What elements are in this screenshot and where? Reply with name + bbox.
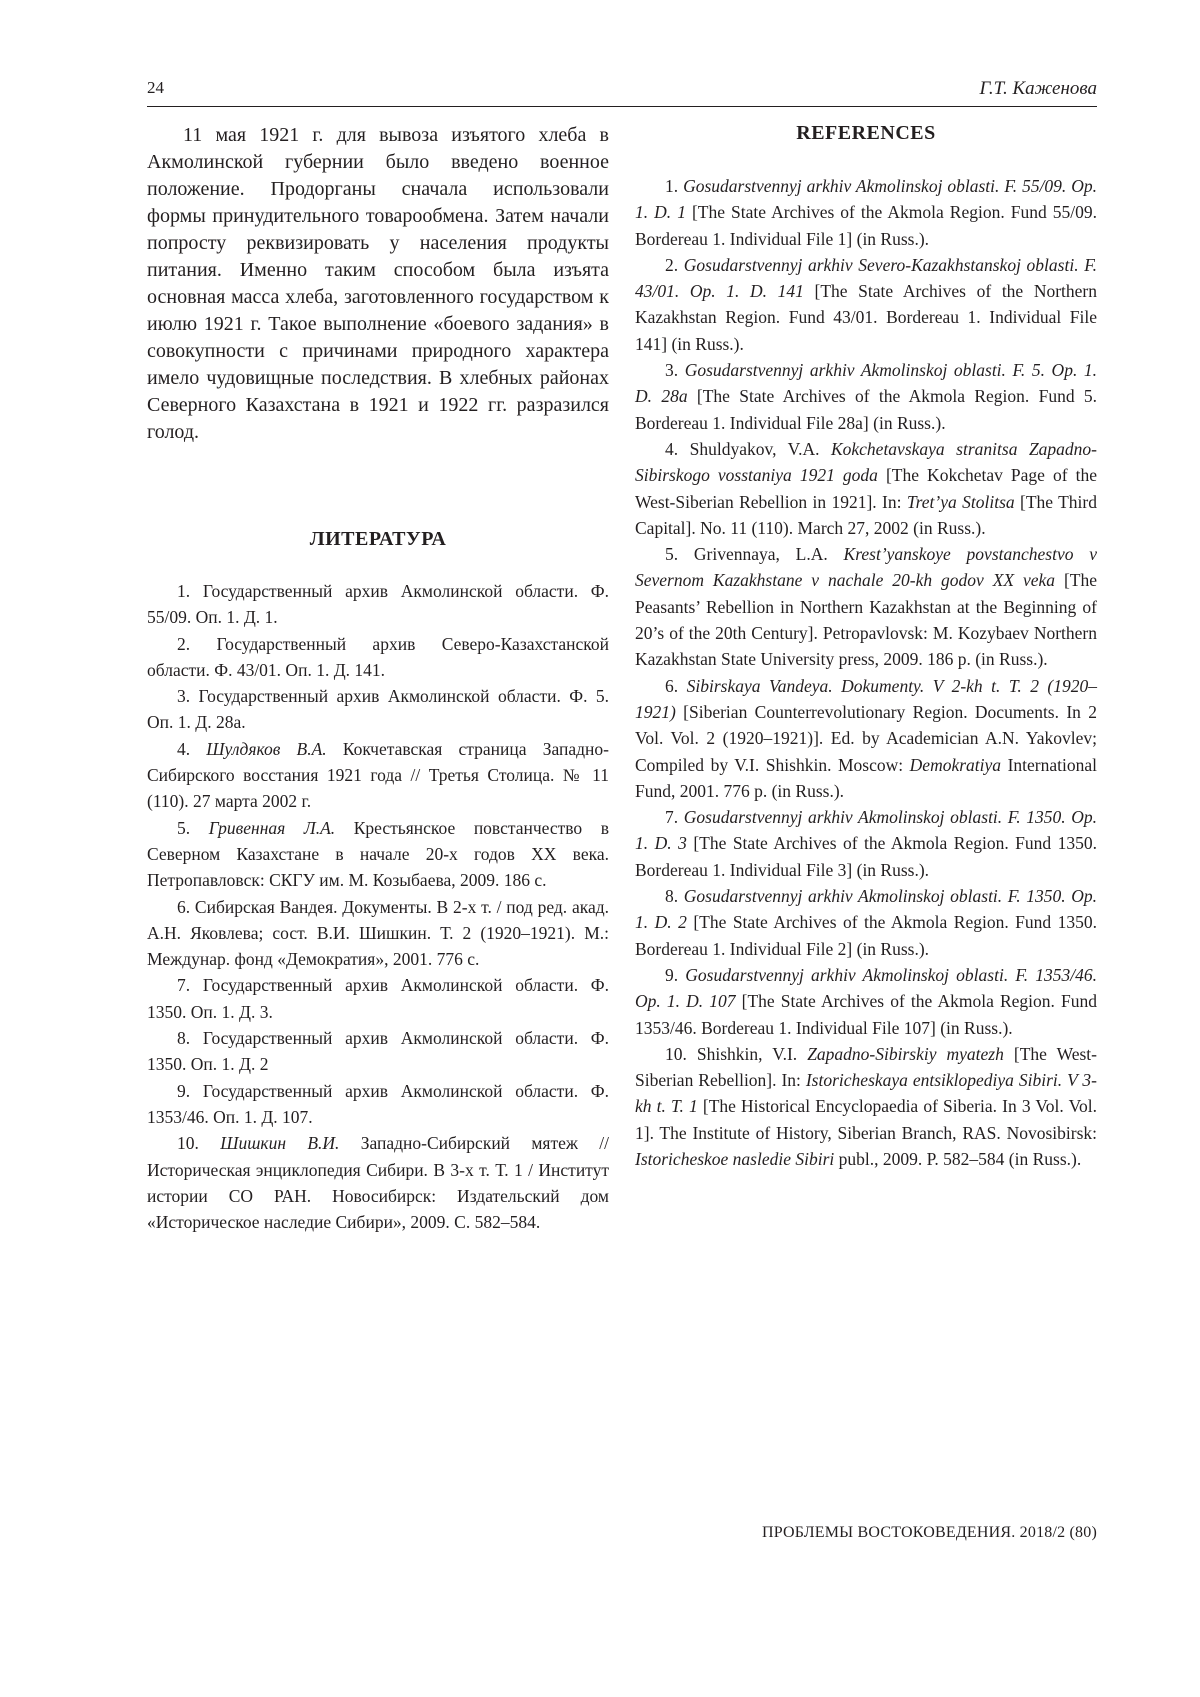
references-title: REFERENCES	[796, 122, 936, 144]
page-number: 24	[147, 78, 164, 97]
reference-item: 7. Gosudarstvennyj arkhiv Akmolinskoj oblasti. F. 1350. Op. 1. D. 3 [The State Archives of the Akmola Region. Fund 1350. Bordereau 1. Individual File 3] (in Russ.).	[635, 807, 1098, 880]
reference-item: 6. Sibirskaya Vandeya. Dokumenty. V 2-kh t. T. 2 (1920–1921) [Siberian Counterrevolutionary Region. Documents. In 2 Vol. Vol. 2 (1920–1921)]. Ed. by Academician A.N. Yakovlev; Compiled by V.I. Shishkin. Moscow: Demokratiya International Fund, 2001. 776 p. (in Russ.).	[635, 675, 1098, 801]
reference-item: 3. Gosudarstvennyj arkhiv Akmolinskoj oblasti. F. 5. Op. 1. D. 28a [The State Archives of the Akmola Region. Fund 5. Bordereau 1. Individual File 28a] (in Russ.).	[635, 360, 1098, 433]
right-column	[635, 122, 1097, 1172]
reference-item: 8. Gosudarstvennyj arkhiv Akmolinskoj oblasti. F. 1350. Op. 1. D. 2 [The State Archives of the Akmola Region. Fund 1350. Bordereau 1. Individual File 2] (in Russ.).	[635, 886, 1098, 959]
reference-item: 5. Grivennaya, L.A. Krest’yanskoye povstanchestvo v Severnom Kazakhstane v nachale 20-kh godov XX veka [The Peasants’ Rebellion in Northern Kazakhstan at the Beginning of 20’s of the 20th Century]. Petropavlovsk: M. Kozybaev Northern Kazakhstan State University press, 2009. 186 p. (in Russ.).	[635, 544, 1098, 670]
page-header	[147, 78, 1097, 107]
reference-item: 9. Gosudarstvennyj arkhiv Akmolinskoj oblasti. F. 1353/46. Op. 1. D. 107 [The State Archives of the Akmola Region. Fund 1353/46. Bordereau 1. Individual File 107] (in Russ.).	[635, 964, 1098, 1038]
reference-item: 2. Gosudarstvennyj arkhiv Severo-Kazakhstanskoj oblasti. F. 43/01. Op. 1. D. 141 [The State Archives of the Northern Kazakhstan Region. Fund 43/01. Bordereau 1. Individual File 141] (in Russ.).	[635, 254, 1097, 354]
literature-item: 8. Государственный архив Акмолинской области. Ф. 1350. Оп. 1. Д. 2	[147, 1028, 610, 1075]
body-paragraph: 11 мая 1921 г. для вывоза изъятого хлеба в Акмолинской губернии было введено военное положение. Продорганы сначала использовали формы принудительного товарообмена. Затем начали попросту реквизировать у населения продукты питания. Именно таким способом была изъята основная масса хлеба, заготовленного государством к июлю 1921 г. Такое выполнение «боевого задания» в совокупности с причинами природного характера имело чудовищные последствия. В хлебных районах Северного Казахстана в 1921 и 1922 гг. разразился голод.	[147, 124, 609, 443]
literature-item: 4. Шулдяков В.А. Кокчетавская страница Западно-Сибирского восстания 1921 года // Третья Столица. № 11 (110). 27 марта 2002 г.	[147, 738, 609, 812]
running-head-author: Г.Т. Каженова	[979, 78, 1097, 99]
literature-item: 10. Шишкин В.И. Западно-Сибирский мятеж // Историческая энциклопедия Сибири. В 3-х т. Т. 1 / Институт истории СО РАН. Новосибирск: Издательский дом «Историческое наследие Сибири», 2009. С. 582–584.	[147, 1133, 609, 1233]
literature-list	[147, 578, 609, 1235]
reference-item: 4. Shuldyakov, V.A. Kokchetavskaya stranitsa Zapadno-Sibirskogo vosstaniya 1921 goda [The Kokchetav Page of the West-Siberian Rebellion in 1921]. In: Tret’ya Stolitsa [The Third Capital]. No. 11 (110). March 27, 2002 (in Russ.).	[635, 438, 1098, 538]
literature-item: 9. Государственный архив Акмолинской области. Ф. 1353/46. Оп. 1. Д. 107.	[147, 1080, 610, 1127]
left-column	[147, 122, 609, 1235]
literature-item: 1. Государственный архив Акмолинской области. Ф. 55/09. Оп. 1. Д. 1.	[147, 581, 610, 628]
literature-item: 5. Гривенная Л.А. Крестьянское повстанчество в Северном Казахстане в начале 20-х годов XX века. Петропавловск: СКГУ им. М. Козыбаева, 2009. 186 с.	[147, 817, 609, 891]
reference-item: 10. Shishkin, V.I. Zapadno-Sibirskiy myatezh [The West-Siberian Rebellion]. In: Istoricheskaya entsiklopediya Sibiri. V 3-kh t. T. 1 [The Historical Encyclopaedia of Siberia. In 3 Vol. Vol. 1]. The Institute of History, Siberian Branch, RAS. Novosibirsk: Istoricheskoe nasledie Sibiri publ., 2009. P. 582–584 (in Russ.).	[635, 1043, 1097, 1169]
reference-item: 1. Gosudarstvennyj arkhiv Akmolinskoj oblasti. F. 55/09. Op. 1. D. 1 [The State Archives of the Akmola Region. Fund 55/09. Bordereau 1. Individual File 1] (in Russ.).	[635, 176, 1097, 249]
literature-item: 6. Сибирская Вандея. Документы. В 2-х т. / под ред. акад. А.Н. Яковлева; сост. В.И. Шишкин. Т. 2 (1920–1921). М.: Междунар. фонд «Демократия», 2001. 776 с.	[147, 896, 609, 970]
journal-footer: ПРОБЛЕМЫ ВОСТОКОВЕДЕНИЯ. 2018/2 (80)	[761, 1524, 1097, 1541]
references-list	[635, 173, 1097, 1172]
literature-title: ЛИТЕРАТУРА	[309, 528, 447, 550]
literature-item: 7. Государственный архив Акмолинской области. Ф. 1350. Оп. 1. Д. 3.	[147, 975, 610, 1022]
literature-item: 2. Государственный архив Северо-Казахстанской области. Ф. 43/01. Оп. 1. Д. 141.	[147, 633, 610, 680]
literature-item: 3. Государственный архив Акмолинской области. Ф. 5. Оп. 1. Д. 28а.	[147, 686, 609, 733]
